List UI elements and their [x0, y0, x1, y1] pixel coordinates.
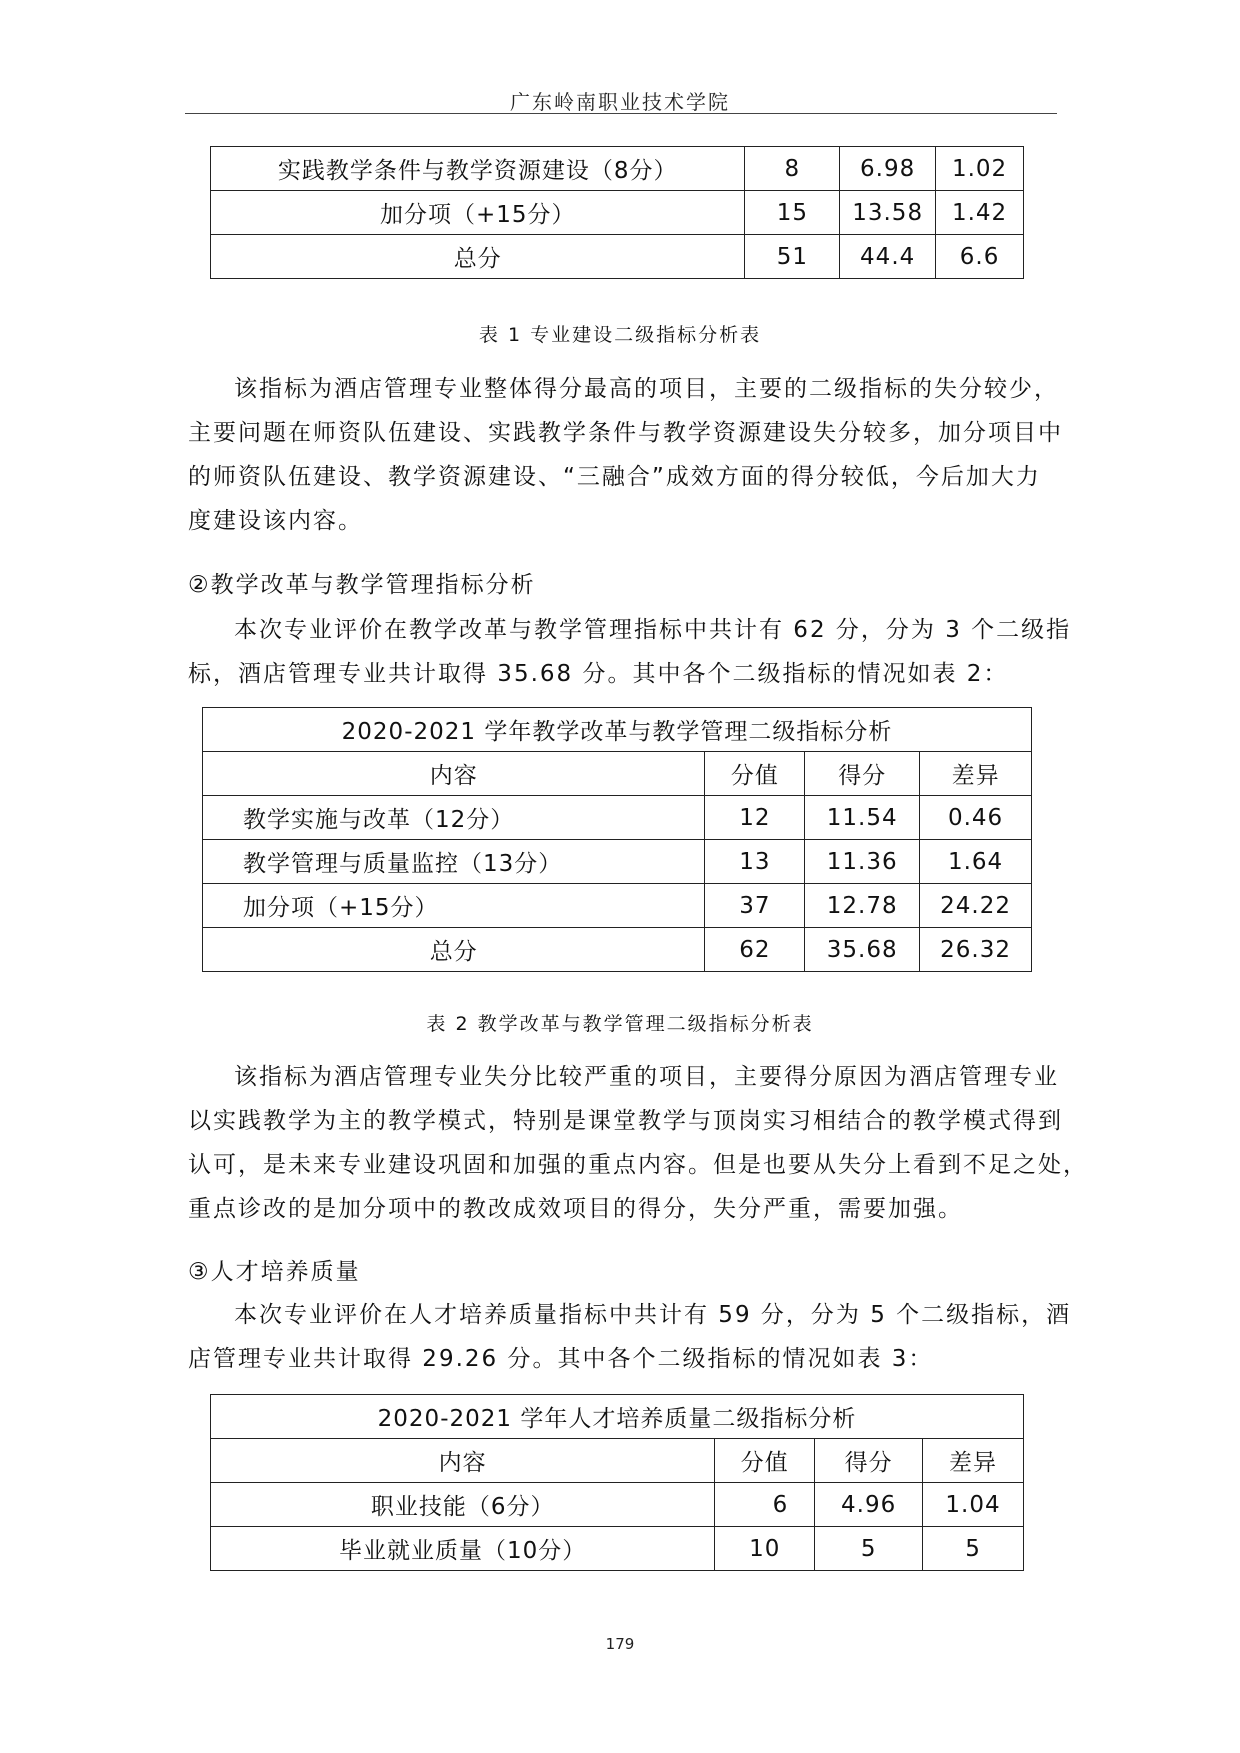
table-header-row: [203, 752, 1032, 796]
table-cell-label: 教学管理与质量监控（13分）: [203, 840, 705, 884]
table-title: 2020-2021 学年教学改革与教学管理二级指标分析: [203, 708, 1032, 752]
table-2-caption: 表 2 教学改革与教学管理二级指标分析表: [426, 1013, 814, 1035]
table-header-cell: 差异: [923, 1439, 1024, 1483]
paragraph-line: 以实践教学为主的教学模式，特别是课堂教学与顶岗实习相结合的教学模式得到: [188, 1108, 1063, 1134]
paragraph-line: 该指标为酒店管理专业失分比较严重的项目，主要得分原因为酒店管理专业: [234, 1064, 1059, 1090]
table-cell-got: 12.78: [805, 884, 920, 928]
table-title: 2020-2021 学年人才培养质量二级指标分析: [211, 1395, 1024, 1439]
page-number: 179: [605, 1635, 635, 1653]
paragraph-line: 度建设该内容。: [188, 508, 363, 534]
paragraph-line: 店管理专业共计取得 29.26 分。其中各个二级指标的情况如表 3：: [188, 1346, 934, 1372]
table-header-cell: 内容: [203, 752, 705, 796]
table-cell-label: 总分: [203, 928, 705, 972]
table-cell-got: 13.58: [840, 191, 936, 235]
section-3-heading: ③人才培养质量: [188, 1259, 361, 1285]
table-row: [211, 1527, 1024, 1571]
table-row: [203, 840, 1032, 884]
table-cell-label: 加分项（+15分）: [203, 884, 705, 928]
table-row: [211, 191, 1024, 235]
paragraph-line: 本次专业评价在人才培养质量指标中共计有 59 分，分为 5 个二级指标，酒: [234, 1302, 1072, 1328]
table-cell-score: 13: [705, 840, 805, 884]
section-3-intro: [188, 1293, 1072, 1381]
table-cell-score: 51: [745, 235, 840, 279]
table-cell-got: 44.4: [840, 235, 936, 279]
table-cell-got: 4.96: [815, 1483, 923, 1527]
table-header-cell: 差异: [920, 752, 1032, 796]
table-header-row: [211, 1439, 1024, 1483]
table-cell-score: 10: [715, 1527, 815, 1571]
paragraph-line: 认可，是未来专业建设巩固和加强的重点内容。但是也要从失分上看到不足之处，: [188, 1152, 1088, 1178]
table-cell-diff: 6.6: [936, 235, 1024, 279]
section-2-heading: ②教学改革与教学管理指标分析: [188, 572, 536, 598]
table-3: [210, 1394, 1024, 1571]
table-cell-diff: 26.32: [920, 928, 1032, 972]
paragraph-1: [188, 367, 1063, 543]
table-cell-label: 实践教学条件与教学资源建设（8分）: [211, 147, 745, 191]
table-1-tail: [210, 146, 1024, 279]
table-cell-diff: 5: [923, 1527, 1024, 1571]
section-2-intro: [188, 608, 1072, 696]
table-header-cell: 内容: [211, 1439, 715, 1483]
table-header-cell: 得分: [805, 752, 920, 796]
table-cell-score: 6: [715, 1483, 815, 1527]
table-cell-score: 62: [705, 928, 805, 972]
paragraph-line: 标，酒店管理专业共计取得 35.68 分。其中各个二级指标的情况如表 2：: [188, 661, 1009, 687]
table-cell-diff: 24.22: [920, 884, 1032, 928]
paragraph-line: 主要问题在师资队伍建设、实践教学条件与教学资源建设失分较多，加分项目中: [188, 420, 1063, 446]
table-header-cell: 得分: [815, 1439, 923, 1483]
table-header-cell: 分值: [715, 1439, 815, 1483]
table-cell-label: 职业技能（6分）: [211, 1483, 715, 1527]
table-cell-label: 毕业就业质量（10分）: [211, 1527, 715, 1571]
table-cell-diff: 1.04: [923, 1483, 1024, 1527]
table-header-cell: 分值: [705, 752, 805, 796]
paragraph-line: 本次专业评价在教学改革与教学管理指标中共计有 62 分，分为 3 个二级指: [234, 617, 1072, 643]
table-cell-score: 15: [745, 191, 840, 235]
table-cell-score: 37: [705, 884, 805, 928]
table-cell-label: 加分项（+15分）: [211, 191, 745, 235]
table-cell-diff: 1.64: [920, 840, 1032, 884]
table-cell-got: 11.36: [805, 840, 920, 884]
table-row: [211, 235, 1024, 279]
table-cell-got: 5: [815, 1527, 923, 1571]
table-row: [203, 796, 1032, 840]
table-row: [211, 147, 1024, 191]
table-cell-got: 11.54: [805, 796, 920, 840]
table-cell-label: 总分: [211, 235, 745, 279]
table-title-row: [211, 1395, 1024, 1439]
table-cell-score: 12: [705, 796, 805, 840]
table-cell-diff: 0.46: [920, 796, 1032, 840]
header-title: 广东岭南职业技术学院: [510, 90, 730, 114]
paragraph-2: [188, 1055, 1088, 1231]
table-2: [202, 707, 1032, 972]
header-divider: [185, 113, 1057, 114]
paragraph-line: 该指标为酒店管理专业整体得分最高的项目，主要的二级指标的失分较少，: [234, 376, 1059, 402]
table-row: [211, 1483, 1024, 1527]
table-cell-diff: 1.42: [936, 191, 1024, 235]
table-cell-diff: 1.02: [936, 147, 1024, 191]
table-cell-got: 6.98: [840, 147, 936, 191]
paragraph-line: 重点诊改的是加分项中的教改成效项目的得分，失分严重，需要加强。: [188, 1196, 963, 1222]
table-cell-score: 8: [745, 147, 840, 191]
table-row: [203, 884, 1032, 928]
table-1-caption: 表 1 专业建设二级指标分析表: [478, 324, 762, 346]
table-row: [203, 928, 1032, 972]
table-title-row: [203, 708, 1032, 752]
table-cell-got: 35.68: [805, 928, 920, 972]
paragraph-line: 的师资队伍建设、教学资源建设、“三融合”成效方面的得分较低，今后加大力: [188, 464, 1041, 490]
table-cell-label: 教学实施与改革（12分）: [203, 796, 705, 840]
